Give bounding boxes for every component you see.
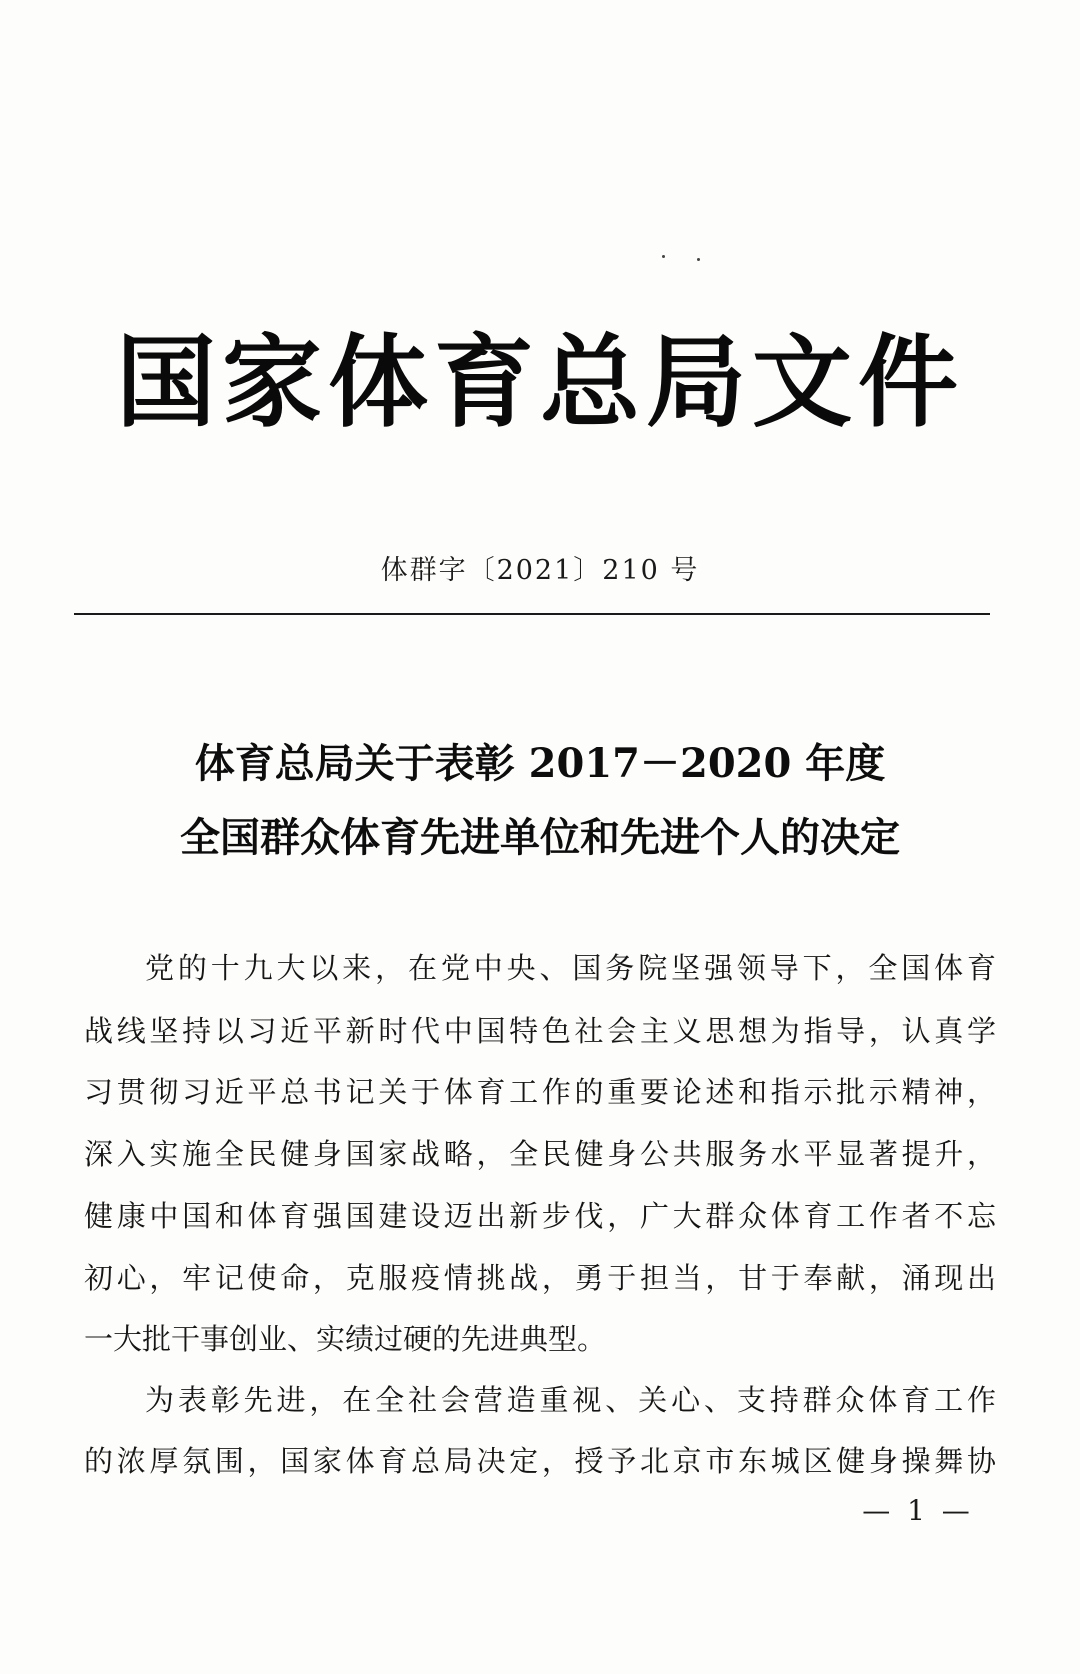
- body-line: 初心，牢记使命，克服疫情挑战，勇于担当，甘于奉献，涌现出: [84, 1261, 996, 1295]
- header-divider: [74, 613, 990, 615]
- scan-speck: [697, 258, 700, 261]
- scan-speck: [662, 255, 665, 258]
- body-line: 为表彰先进，在全社会营造重视、关心、支持群众体育工作: [145, 1383, 996, 1417]
- body-line: 的浓厚氛围，国家体育总局决定，授予北京市东城区健身操舞协: [84, 1444, 996, 1478]
- page-number: — 1 —: [862, 1494, 974, 1527]
- document-title-line-1: 体育总局关于表彰 2017－2020 年度: [194, 740, 886, 787]
- document-number: 体群字〔2021〕210 号: [380, 555, 700, 586]
- body-line: 深入实施全民健身国家战略，全民健身公共服务水平显著提升，: [84, 1137, 996, 1171]
- issuer-header: 国家体育总局文件: [116, 323, 964, 441]
- body-line: 党的十九大以来，在党中央、国务院坚强领导下，全国体育: [145, 951, 996, 985]
- body-line: 一大批干事创业、实绩过硬的先进典型。: [84, 1322, 607, 1356]
- document-title-line-2: 全国群众体育先进单位和先进个人的决定: [180, 814, 900, 861]
- body-line: 健康中国和体育强国建设迈出新步伐，广大群众体育工作者不忘: [84, 1199, 996, 1233]
- body-line: 战线坚持以习近平新时代中国特色社会主义思想为指导，认真学: [84, 1014, 996, 1048]
- body-line: 习贯彻习近平总书记关于体育工作的重要论述和指示批示精神，: [84, 1075, 996, 1109]
